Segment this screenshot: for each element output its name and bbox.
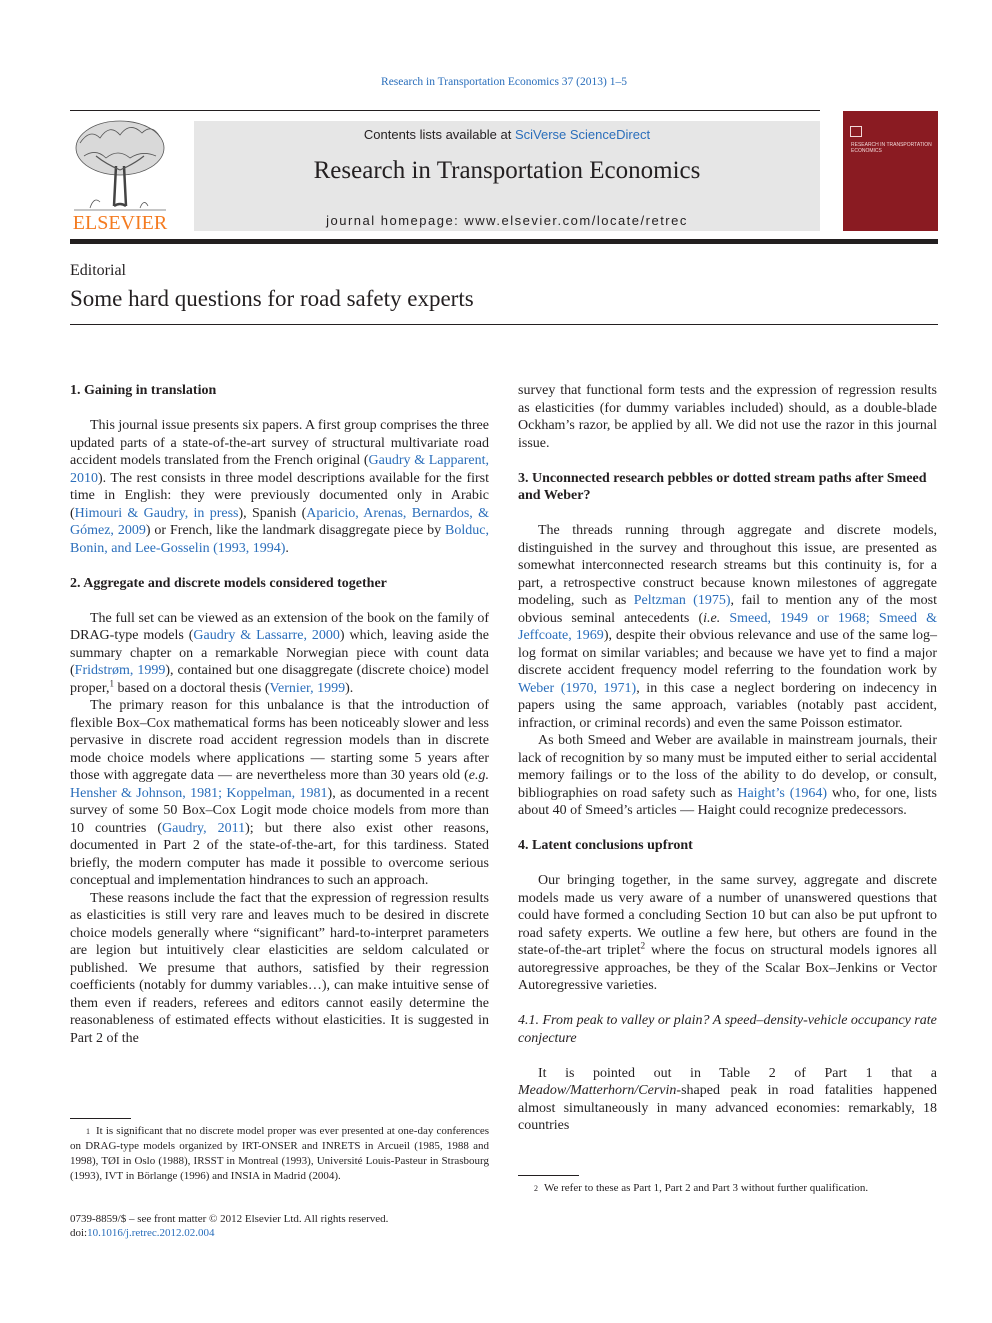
footnote-2: 2 We refer to these as Part 1, Part 2 and Part 3 without further qualification. <box>518 1181 937 1196</box>
journal-reference[interactable]: Research in Transportation Economics 37 (2013) 1–5 <box>381 76 627 88</box>
section-heading: 1. Gaining in translation <box>70 383 217 398</box>
citation-link[interactable]: Bolduc, Bonin, and Lee-Gosselin (1993, 1994) <box>70 523 489 556</box>
journal-banner <box>194 121 820 231</box>
header-rule <box>70 239 938 244</box>
section-heading: 2. Aggregate and discrete models considered together <box>70 575 387 591</box>
section-heading: 4. Latent conclusions upfront <box>518 838 693 853</box>
paragraph: The threads running through aggregate and discrete models, distinguished in the survey and throughout this issue, are presented as somewhat interconnected research streams but this continuity is, for a part, a retrospective construct because known milestones of aggregate modeling, such as Peltzman (1975), fail to mention any of the most obvious seminal antecedents (i.e. Smeed, 1949 or 1968; Smeed & Jeffcoate, 1969), despite their obvious relevance and use of the same log–log format on similar variables; and because we have yet to find a major discrete accident frequency model referring to the foundation work by Weber (1970, 1971), in this case a neglect bordering on indecency in papers using the same approach, variables (notably past accident, infraction, or criminal records) and even the same Poisson estimator. <box>518 523 938 731</box>
citation-link[interactable]: Smeed, 1949 or 1968; Smeed & Jeffcoate, 1969 <box>518 610 938 643</box>
paragraph: This journal issue presents six papers. A first group comprises the three updated parts of a state-of-the-art survey of structural multivariate road accident models translated from the French original (Gaudry & Lapparent, 2010). The rest consists in three model descriptions available for the first time in English: they were previously documented only in Arabic (Himouri & Gaudry, in press), Spanish (Aparicio, Arenas, Bernardos, & Gómez, 2009) or French, like the landmark disaggregate piece by Bolduc, Bonin, and Lee-Gosselin (1993, 1994). <box>70 418 489 556</box>
footnote-1: 1 It is significant that no discrete model proper was ever presented at one-day conferences on DRAG-type models organized by IRT-ONSER and INRETS in Arcueil (1985, 1988 and 1998), TØI in Oslo (1988), IRSST in Montreal (1993), Université Louis-Pasteur in Strasbourg (1993), IVT in Börlange (1996) and INSIA in Madrid (2004). <box>70 1125 489 1182</box>
copyright-notice: 0739-8859/$ – see front matter © 2012 Elsevier Ltd. All rights reserved. doi:10.1016/j.retrec.2012.02.004 <box>70 1213 389 1239</box>
citation-link[interactable]: Aparicio, Arenas, Bernardos, & Gómez, 2009 <box>70 505 489 538</box>
citation-link[interactable]: Weber (1970, 1971) <box>518 680 637 696</box>
footnote-number: 1 <box>86 1127 90 1136</box>
citation-link[interactable]: Hensher & Johnson, 1981; Koppelman, 1981 <box>70 785 328 801</box>
article-title: Some hard questions for road safety experts <box>70 286 474 311</box>
paragraph: Our bringing together, in the same survey, aggregate and discrete models made us very aware of a number of unanswered questions that could have formed a concluding Section 10 but can also be put upfront to road safety experts. We outline a few here, but others are found in the state-of-the-art triplet$^2$ where the focus on structural models ignores all autoregressive approaches, be they of the Scalar Box–Jenkins or Vector Autoregressive varieties. <box>518 873 937 993</box>
cover-logo-icon <box>850 126 862 137</box>
paragraph: The primary reason for this unbalance is that the introduction of flexible Box–Cox mathematical forms has been noticeably slower and less pervasive in discrete road accident regression models than in discrete mode choice models where applications — starting some 5 years after those with aggregate data — are nevertheless more than 30 years old (e.g. Hensher & Johnson, 1981; Koppelman, 1981), as documented in a recent survey of some 50 Box–Cox Logit mode choice models from more than 10 countries (Gaudry, 2011); but there also exist other reasons, documented in Part 2 of the state-of-the-art, for this tardiness. Stated briefly, the modern computer has made it possible to overcome serious conceptual and implementation hindrances to such an approach. <box>70 698 489 888</box>
tree-icon <box>74 121 166 210</box>
title-rule <box>70 324 938 325</box>
subsection-heading: 4.1. From peak to valley or plain? A speed–density-vehicle occupancy rate conjecture <box>518 1013 937 1046</box>
citation-link[interactable]: Peltzman (1975) <box>633 593 731 608</box>
footnote-number: 2 <box>534 1184 538 1193</box>
cover-title: RESEARCH IN TRANSPORTATION ECONOMICS <box>851 142 932 154</box>
paragraph: As both Smeed and Weber are available in mainstream journals, their lack of recognition by so many must be imputed either to serial accidental memory failings or to the loss of the ability to do develop, or consult, bibliographies on road safety such as Haight’s (1964) who, for one, lists about 40 of Smeed’s articles — Haight could recognize predecessors. <box>518 733 937 818</box>
footnote-marker[interactable]: 2 <box>640 940 646 951</box>
article-type: Editorial <box>70 262 126 279</box>
citation-link[interactable]: Fridstrøm, 1999 <box>74 663 166 678</box>
top-rule <box>70 110 820 111</box>
citation-link[interactable]: Gaudry, 2011 <box>162 820 246 836</box>
right-column <box>518 382 937 1135</box>
left-column <box>70 382 489 1047</box>
footnote-rule <box>70 1118 131 1119</box>
journal-cover-thumbnail[interactable] <box>843 111 938 231</box>
elsevier-wordmark: ELSEVIER <box>72 212 168 233</box>
paragraph: It is pointed out in Table 2 of Part 1 that a Meadow/Matterhorn/Cervin-shaped peak in road fatalities happened almost simultaneously in many advanced economies: remarkably, 18 countries <box>518 1065 937 1133</box>
citation-link[interactable]: Vernier, 1999 <box>269 680 346 696</box>
paragraph: survey that functional form tests and the expression of regression results as elasticities (for dummy variables included) should, as a double-blade Ockham’s razor, be applied by all. We did not use the razor in this journal issue. <box>518 383 937 451</box>
section-heading: 3. Unconnected research pebbles or dotted stream paths after Smeed and Weber? <box>518 470 927 503</box>
contents-line: Contents lists available at SciVerse ScienceDirect <box>363 127 651 142</box>
doi-link[interactable]: 10.1016/j.retrec.2012.02.004 <box>87 1227 215 1239</box>
paragraph: The full set can be viewed as an extension of the book on the family of DRAG-type models (Gaudry & Lassarre, 2000) which, leaving aside the summary chapter on a remarkable Norwegian piece with count data (Fridstrøm, 1999), contained but one disaggregate (discrete choice) model proper,$^1$ based on a doctoral thesis (Vernier, 1999). <box>70 610 490 696</box>
elsevier-logo <box>70 118 170 233</box>
citation-link[interactable]: Gaudry & Lapparent, 2010 <box>70 453 489 486</box>
citation-link[interactable]: Gaudry & Lassarre, 2000 <box>193 628 340 643</box>
footnote-rule <box>518 1175 579 1176</box>
journal-homepage[interactable]: journal homepage: www.elsevier.com/locate/retrec <box>326 213 688 228</box>
paragraph: These reasons include the fact that the expression of regression results as elasticities is still very rare and leaves much to be desired in discrete choice models generally where “significant” hard-to-interpret parameters are legion but intuitively clear elasticities are seldom calculated or published. We presume that authors, satisfied by their regression coefficients (notably for dummy variables…), can make intuitive sense of them even if readers, referees and editors cannot easily determine the reasonableness of estimated effects without elasticities. It is suggested in Part 2 of the <box>70 890 489 1046</box>
footnote-marker[interactable]: 1 <box>109 677 114 688</box>
citation-link[interactable]: Haight’s (1964) <box>737 785 828 801</box>
sciencedirect-link[interactable]: SciVerse ScienceDirect <box>514 127 651 142</box>
citation-link[interactable]: Himouri & Gaudry, in press <box>74 505 239 521</box>
journal-title: Research in Transportation Economics <box>313 157 701 184</box>
